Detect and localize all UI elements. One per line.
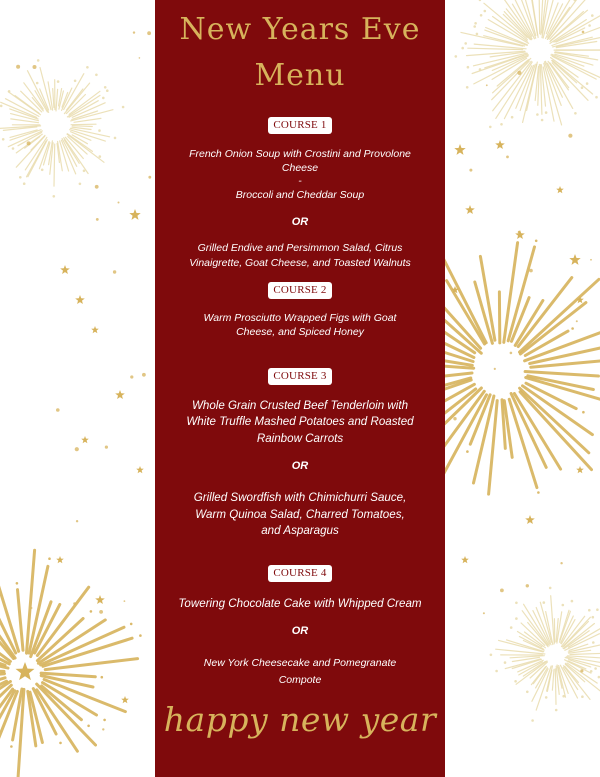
sparkle-dot-icon xyxy=(506,156,509,159)
sparkle-dot-icon xyxy=(105,446,108,449)
sparkle-dot-icon xyxy=(142,373,146,377)
sparkle-dot-icon xyxy=(102,728,104,730)
sparkle-dot-icon xyxy=(483,612,485,614)
star-icon xyxy=(56,556,64,563)
course-3-or: OR xyxy=(291,460,309,472)
course-4-item-1: Towering Chocolate Cake with Whipped Cream xyxy=(178,597,422,610)
sparkle-dot-icon xyxy=(590,259,592,261)
sparkle-dot-icon xyxy=(510,352,513,355)
course-3-item-2-line-2: Warm Quinoa Salad, Charred Tomatoes, xyxy=(195,508,405,521)
star-icon xyxy=(576,466,584,473)
sparkle-dot-icon xyxy=(99,610,103,614)
course-1-item-3-line-2: Vinaigrette, Goat Cheese, and Toasted Walnuts xyxy=(189,257,411,269)
sparkle-dot-icon xyxy=(494,368,496,370)
course-3-badge: COURSE 3 xyxy=(268,368,332,385)
course-4-or: OR xyxy=(291,625,309,637)
sparkle-dot-icon xyxy=(118,202,120,204)
firework-burst-icon xyxy=(490,587,600,722)
star-icon xyxy=(454,144,465,155)
course-2-badge: COURSE 2 xyxy=(268,282,332,299)
sparkle-dot-icon xyxy=(139,57,141,59)
sparkle-dot-icon xyxy=(56,408,60,412)
sparkle-dot-icon xyxy=(576,320,578,322)
star-icon xyxy=(115,390,125,399)
course-3-item-1-line-2: White Truffle Mashed Potatoes and Roasted xyxy=(186,415,414,428)
star-icon xyxy=(136,466,144,473)
star-icon xyxy=(16,662,35,680)
sparkle-dot-icon xyxy=(31,607,33,609)
sparkle-dot-icon xyxy=(16,65,20,69)
course-1-item-2: Broccoli and Cheddar Soup xyxy=(235,189,365,201)
sparkle-dot-icon xyxy=(148,176,151,179)
course-1-dash: - xyxy=(298,175,302,187)
course-3-item-2-line-3: and Asparagus xyxy=(261,524,339,537)
firework-burst-icon xyxy=(0,550,142,777)
sparkle-dot-icon xyxy=(113,270,116,273)
sparkle-dot-icon xyxy=(526,584,529,587)
star-icon xyxy=(515,230,525,239)
course-4-badge: COURSE 4 xyxy=(268,565,332,582)
course-2-item-1-line-1: Warm Prosciutto Wrapped Figs with Goat xyxy=(203,312,397,324)
star-icon xyxy=(91,326,99,333)
course-1-item-1-line-1: French Onion Soup with Crostini and Provolone xyxy=(189,148,411,160)
sparkle-dot-icon xyxy=(486,84,488,86)
star-icon xyxy=(556,186,564,193)
star-icon xyxy=(121,696,129,703)
sparkle-dot-icon xyxy=(95,185,99,189)
course-1-or: OR xyxy=(291,216,309,228)
sparkle-dot-icon xyxy=(560,562,562,564)
star-icon xyxy=(461,556,469,563)
sparkle-dot-icon xyxy=(124,600,126,602)
menu-title-line-1: New Years Eve xyxy=(179,12,421,47)
sparkle-dot-icon xyxy=(73,602,76,605)
sparkle-dot-icon xyxy=(500,589,504,593)
sparkle-dot-icon xyxy=(453,417,456,420)
firework-burst-icon xyxy=(455,0,600,128)
sparkle-dot-icon xyxy=(130,375,133,378)
sparkle-dot-icon xyxy=(96,218,99,221)
sparkle-dot-icon xyxy=(469,169,472,172)
course-1-item-3-line-1: Grilled Endive and Persimmon Salad, Citrus xyxy=(197,242,403,254)
star-icon xyxy=(465,205,475,214)
course-2-item-1-line-2: Cheese, and Spiced Honey xyxy=(236,326,364,338)
star-icon xyxy=(569,254,580,265)
menu-title-line-2: Menu xyxy=(254,58,346,93)
course-3-item-1-line-1: Whole Grain Crusted Beef Tenderloin with xyxy=(191,399,409,412)
sparkle-dot-icon xyxy=(33,65,37,69)
sparkle-dot-icon xyxy=(75,447,79,451)
sparkle-dot-icon xyxy=(147,31,151,35)
menu-panel xyxy=(155,0,445,777)
star-icon xyxy=(60,265,70,274)
sparkle-dot-icon xyxy=(582,31,585,34)
sparkle-dot-icon xyxy=(568,134,572,138)
sparkle-dot-icon xyxy=(532,440,534,442)
star-icon xyxy=(495,140,505,149)
firework-burst-icon xyxy=(0,59,124,198)
star-icon xyxy=(129,209,140,220)
star-icon xyxy=(525,515,535,524)
course-3-item-1-line-3: Rainbow Carrots xyxy=(256,432,344,445)
course-3-item-2-line-1: Grilled Swordfish with Chimichurri Sauce, xyxy=(193,491,407,504)
course-4-item-2-line-2: Compote xyxy=(278,674,322,686)
sparkle-dot-icon xyxy=(529,269,533,273)
sparkle-dot-icon xyxy=(517,71,521,75)
course-4-item-2-line-1: New York Cheesecake and Pomegranate xyxy=(203,657,397,669)
sparkle-dot-icon xyxy=(133,31,135,33)
star-icon xyxy=(75,295,85,304)
sparkle-dot-icon xyxy=(76,520,78,522)
happy-new-year-script: happy new year xyxy=(163,700,437,739)
star-icon xyxy=(81,436,89,443)
sparkle-dot-icon xyxy=(580,669,583,672)
star-icon xyxy=(95,595,105,604)
sparkle-dot-icon xyxy=(27,141,31,145)
course-1-badge: COURSE 1 xyxy=(268,117,332,134)
course-1-item-1-line-2: Cheese xyxy=(281,162,319,174)
